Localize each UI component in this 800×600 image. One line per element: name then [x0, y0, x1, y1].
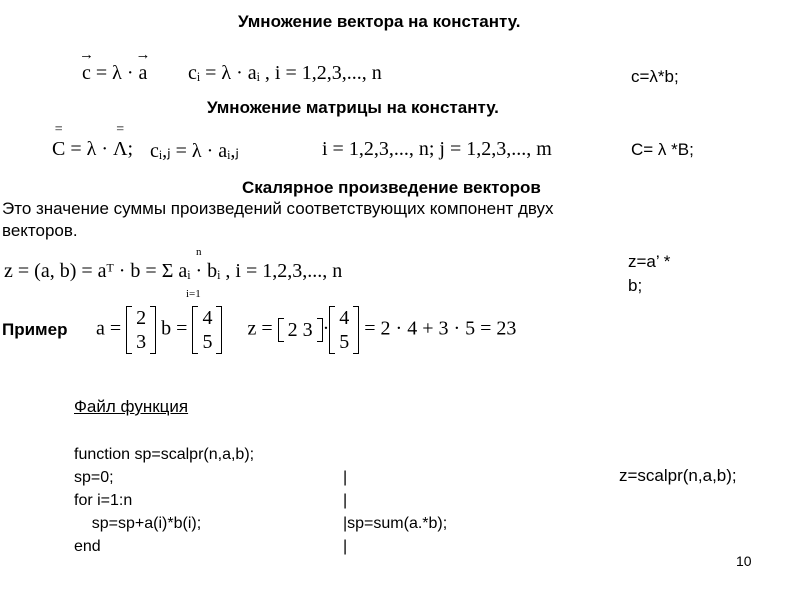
example-dot: · — [322, 317, 330, 340]
vector-a-matrix — [126, 306, 156, 354]
formula-matrix-const-components: cᵢ,ⱼ = λ · aᵢ,ⱼ — [150, 140, 239, 162]
alt-code-line: | — [343, 469, 348, 486]
formula-vector-const: → c = λ · → a — [82, 62, 147, 85]
vector-a-cell: 2 — [136, 307, 147, 329]
code-line: for i=1:n — [74, 492, 133, 509]
alt-code-line: | — [343, 538, 348, 555]
formula-scalar-product: z = (a, b) = aᵀ · b = Σ aᵢ · bᵢ , i = 1,2,3,..., n — [4, 260, 343, 282]
alternative-code — [343, 466, 447, 558]
column-vector-matrix — [329, 306, 359, 354]
matlab-matrix-const: C= λ *B; — [631, 140, 694, 159]
sum-lower-limit: i=1 — [186, 288, 201, 300]
code-line: end — [74, 538, 101, 555]
alt-code-line: | — [343, 492, 348, 509]
matlab-scalar-product-line-1: z=a’ * — [628, 252, 671, 271]
code-line: sp=sp+a(i)*b(i); — [74, 515, 202, 532]
page-number: 10 — [736, 553, 752, 569]
formula-matrix-const: = C = λ · = Λ; — [52, 138, 133, 161]
code-line: function sp=scalpr(n,a,b); — [74, 446, 255, 463]
example-z-label: z = — [247, 317, 273, 340]
example-result: = 2 · 4 + 3 · 5 = 23 — [364, 317, 517, 340]
example-a-label: a = — [96, 317, 122, 340]
heading-matrix-const: Умножение матрицы на константу. — [207, 98, 499, 117]
sum-upper-limit: n — [196, 246, 202, 258]
row-vector-matrix — [278, 318, 323, 342]
row-vector-cells: 2 3 — [287, 319, 313, 341]
heading-vector-const: Умножение вектора на константу. — [238, 12, 521, 31]
column-vector-cell: 5 — [339, 331, 350, 353]
description-line-2: векторов. — [2, 221, 78, 240]
matlab-function-call: z=scalpr(n,a,b); — [619, 466, 737, 485]
formula-matrix-const-range: i = 1,2,3,..., n; j = 1,2,3,..., m — [322, 138, 552, 160]
example-formula — [96, 306, 516, 354]
vector-b-matrix — [192, 306, 222, 354]
code-line: sp=0; — [74, 469, 114, 486]
heading-scalar-product: Скалярное произведение векторов — [242, 178, 541, 197]
formula-vector-const-components: cᵢ = λ · aᵢ , i = 1,2,3,..., n — [188, 62, 382, 84]
matlab-vector-const: c=λ*b; — [631, 67, 679, 86]
description-line-1: Это значение суммы произведений соответствующих компонент двух — [2, 199, 554, 218]
file-function-title: Файл функция — [74, 397, 189, 416]
example-label: Пример — [2, 320, 68, 339]
vector-b-cell: 4 — [202, 307, 213, 329]
example-b-label: b = — [161, 317, 188, 340]
matlab-scalar-product-line-2: b; — [628, 276, 643, 295]
vector-b-cell: 5 — [202, 331, 213, 353]
file-function-code — [74, 443, 254, 558]
alt-code-line: |sp=sum(a.*b); — [343, 515, 448, 532]
column-vector-cell: 4 — [339, 307, 350, 329]
vector-a-cell: 3 — [136, 331, 147, 353]
